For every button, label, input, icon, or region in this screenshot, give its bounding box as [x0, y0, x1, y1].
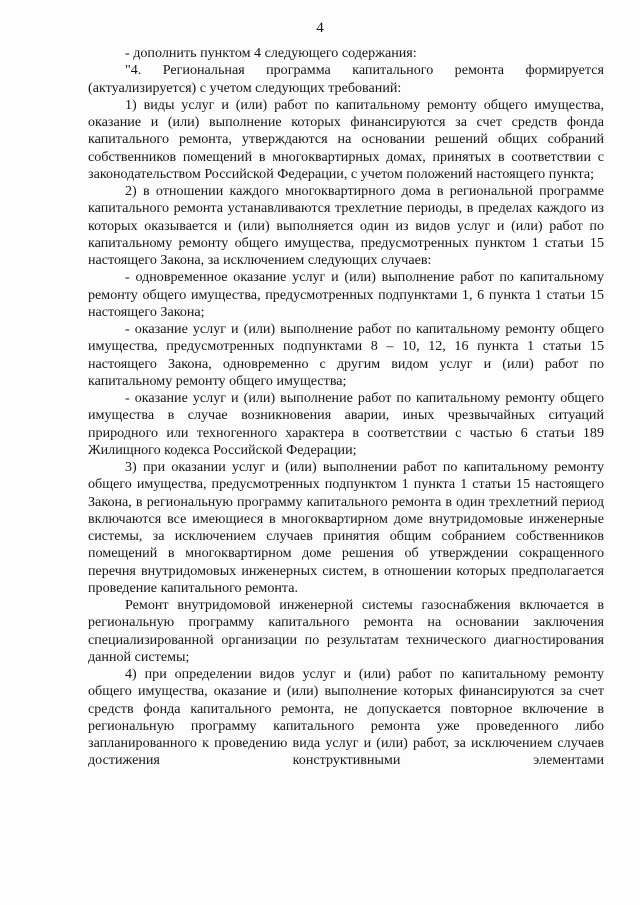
paragraph-exception-3: - оказание услуг и (или) выполнение работ по капитальному ремонту общего имущества в случае возникновения аварии, иных чрезвычайных ситуаций природного или техногенного характера в соответствии с частью 6 статьи 189 Жилищного кодекса Российской Федерации;	[88, 390, 604, 458]
paragraph-point-4: "4. Региональная программа капитального ремонта формируется (актуализируется) с учетом следующих требований:	[88, 62, 604, 96]
paragraph-item-3: 3) при оказании услуг и (или) выполнении работ по капитальному ремонту общего имущества, предусмотренных подпунктом 1 пункта 1 статьи 15 настоящего Закона, в региональную программу капитального ремонта в один трехлетний период включаются все имеющиеся в многоквартирном доме внутридомовые инженерные системы, за исключением случаев принятия общим собранием собственников помещений в многоквартирном доме решения об утверждении сокращенного перечня внутридомовых инженерных систем, в отношении которых предполагается проведение капитального ремонта.	[88, 459, 604, 596]
document-body	[88, 45, 604, 770]
paragraph-exception-1: - одновременное оказание услуг и (или) выполнение работ по капитальному ремонту общего имущества, предусмотренных подпунктами 1, 6 пункта 1 статьи 15 настоящего Закона;	[88, 269, 604, 320]
paragraph-intro: - дополнить пунктом 4 следующего содержания:	[125, 45, 417, 61]
paragraph-item-1: 1) виды услуг и (или) работ по капитальному ремонту общего имущества, оказание и (или) выполнение которых финансируются за счет средств фонда капитального ремонта, утверждаются на основании решений общих собраний собственников помещений в многоквартирных домах, принятых в соответствии с законодательством Российской Федерации, с учетом положений настоящего пункта;	[88, 96, 604, 182]
paragraph-gas-repair: Ремонт внутридомовой инженерной системы газоснабжения включается в региональную программу капитального ремонта на основании заключения специализированной организации по результатам технического диагностирования данной системы;	[88, 597, 604, 665]
paragraph-item-2: 2) в отношении каждого многоквартирного дома в региональной программе капитального ремонта устанавливаются трехлетние периоды, в пределах каждого из которых оказывается и (или) выполняется один из видов услуг и (или) работ по капитальному ремонту общего имущества, предусмотренных пунктом 1 статьи 15 настоящего Закона, за исключением следующих случаев:	[88, 183, 604, 268]
paragraph-exception-2: - оказание услуг и (или) выполнение работ по капитальному ремонту общего имущества, предусмотренных подпунктами 8 – 10, 12, 16 пункта 1 статьи 15 настоящего Закона, одновременно с другим видом услуг и (или) работ по капитальному ремонту общего имущества;	[88, 321, 604, 389]
page-number: 4	[316, 20, 324, 36]
paragraph-item-4: 4) при определении видов услуг и (или) работ по капитальному ремонту общего имущества, оказание и (или) выполнение которых финансируются за счет средств фонда капитального ремонта, не допускается повторное включение в региональную программу капитального ремонта уже проведенного либо запланированного к проведению вида услуг и (или) работ, за исключением случаев достижения конструктивными элементами	[88, 666, 604, 769]
